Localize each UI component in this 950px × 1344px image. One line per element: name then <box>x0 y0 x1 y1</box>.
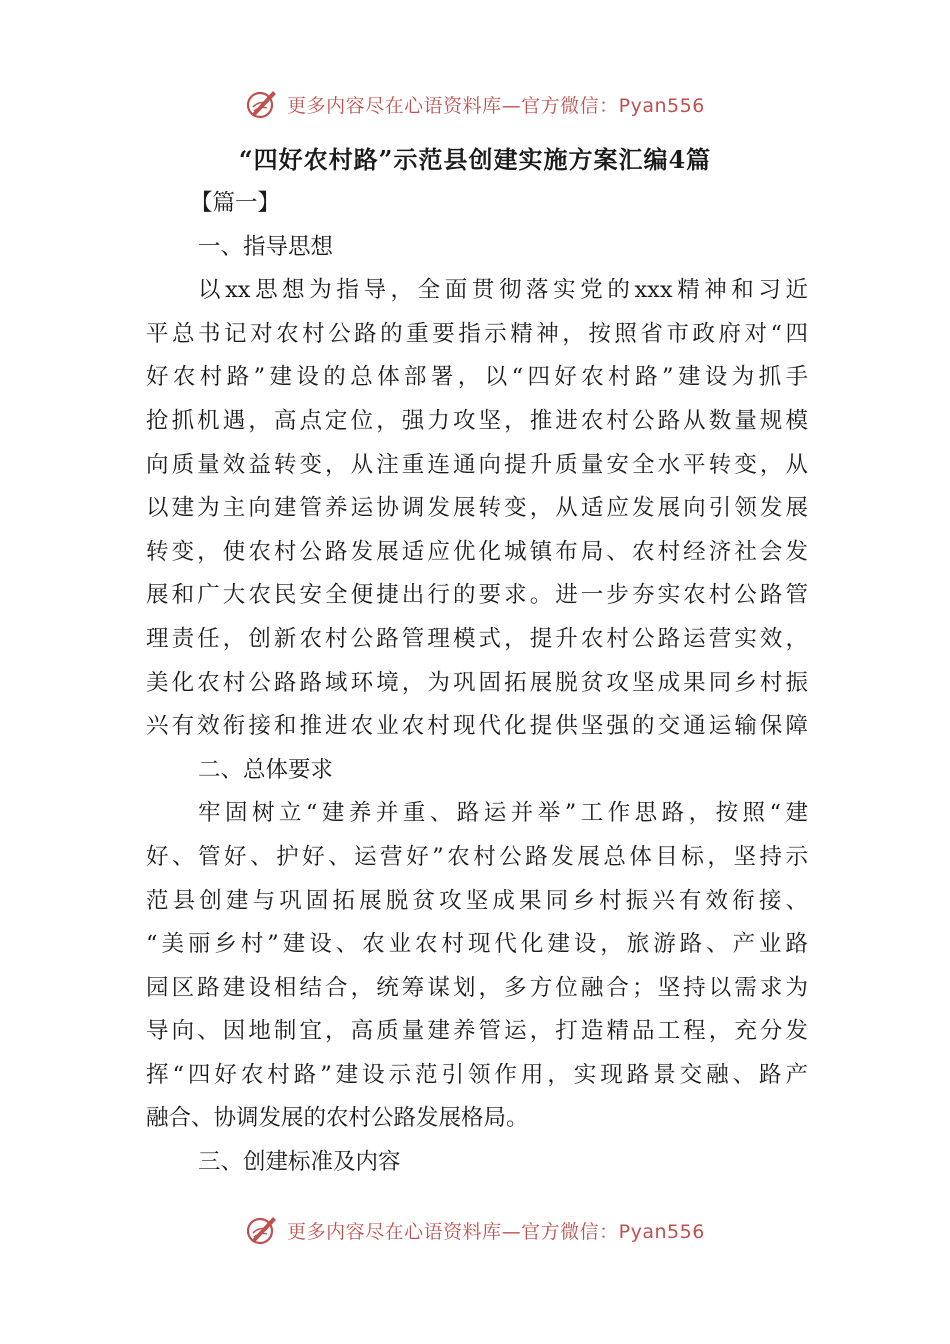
watermark-banner-top <box>0 84 950 124</box>
section-heading: 三、创建标准及内容 <box>198 1149 401 1176</box>
paragraph-line: 抢抓机遇，高点定位，强力攻坚，推进农村公路从数量规模 <box>146 407 808 434</box>
paragraph-line: 融合、协调发展的农村公路发展格局。 <box>146 1105 529 1132</box>
watermark-text: 更多内容尽在心语资料库—官方微信：Pyan556 <box>287 1220 705 1243</box>
paragraph-line: 牢固树立“建养并重、路运并举”工作思路，按照“建 <box>198 800 808 827</box>
quill-pen-logo-icon <box>245 1213 279 1247</box>
paragraph-line: 好、管好、护好、运营好”农村公路发展总体目标，坚持示 <box>146 843 808 870</box>
paragraph-line: 兴有效衔接和推进农业农村现代化提供坚强的交通运输保障 <box>146 713 808 740</box>
document-title: “四好农村路”示范县创建实施方案汇编4篇 <box>238 145 712 174</box>
watermark-text: 更多内容尽在心语资料库—官方微信：Pyan556 <box>287 94 705 117</box>
watermark-banner-bottom <box>0 1210 950 1250</box>
paragraph-line: 以xx思想为指导，全面贯彻落实党的xxx精神和习近 <box>198 277 808 304</box>
paragraph-line: 展和广大农民安全便捷出行的要求。进一步夯实农村公路管 <box>146 582 808 609</box>
paragraph-line: 平总书记对农村公路的重要指示精神，按照省市政府对“四 <box>146 320 808 347</box>
section-heading: 一、指导思想 <box>198 233 334 260</box>
paragraph-line: 向质量效益转变，从注重连通向提升质量安全水平转变，从 <box>146 451 808 478</box>
paragraph-line: 园区路建设相结合，统筹谋划，多方位融合；坚持以需求为 <box>146 974 808 1001</box>
paragraph-line: 转变，使农村公路发展适应优化城镇布局、农村经济社会发 <box>146 538 808 565</box>
paragraph-line: 挥“四好农村路”建设示范引领作用，实现路景交融、路产 <box>146 1061 808 1088</box>
paragraph-line: 好农村路”建设的总体部署，以“四好农村路”建设为抓手 <box>146 364 808 391</box>
paragraph-line: 导向、因地制宜，高质量建养管运，打造精品工程，充分发 <box>146 1018 808 1045</box>
paragraph-line: 理责任，创新农村公路管理模式，提升农村公路运营实效， <box>146 625 808 652</box>
paragraph-line: 范县创建与巩固拓展脱贫攻坚成果同乡村振兴有效衔接、 <box>146 887 808 914</box>
document-body <box>146 182 808 1185</box>
chapter-label: 【篇一】 <box>190 190 281 216</box>
paragraph-line: 美化农村公路路域环境，为巩固拓展脱贫攻坚成果同乡村振 <box>146 669 808 696</box>
section-heading: 二、总体要求 <box>198 756 334 783</box>
quill-pen-logo-icon <box>245 87 279 121</box>
paragraph-line: 以建为主向建管养运协调发展转变，从适应发展向引领发展 <box>146 495 808 522</box>
paragraph-line: “美丽乡村”建设、农业农村现代化建设，旅游路、产业路 <box>146 931 808 958</box>
